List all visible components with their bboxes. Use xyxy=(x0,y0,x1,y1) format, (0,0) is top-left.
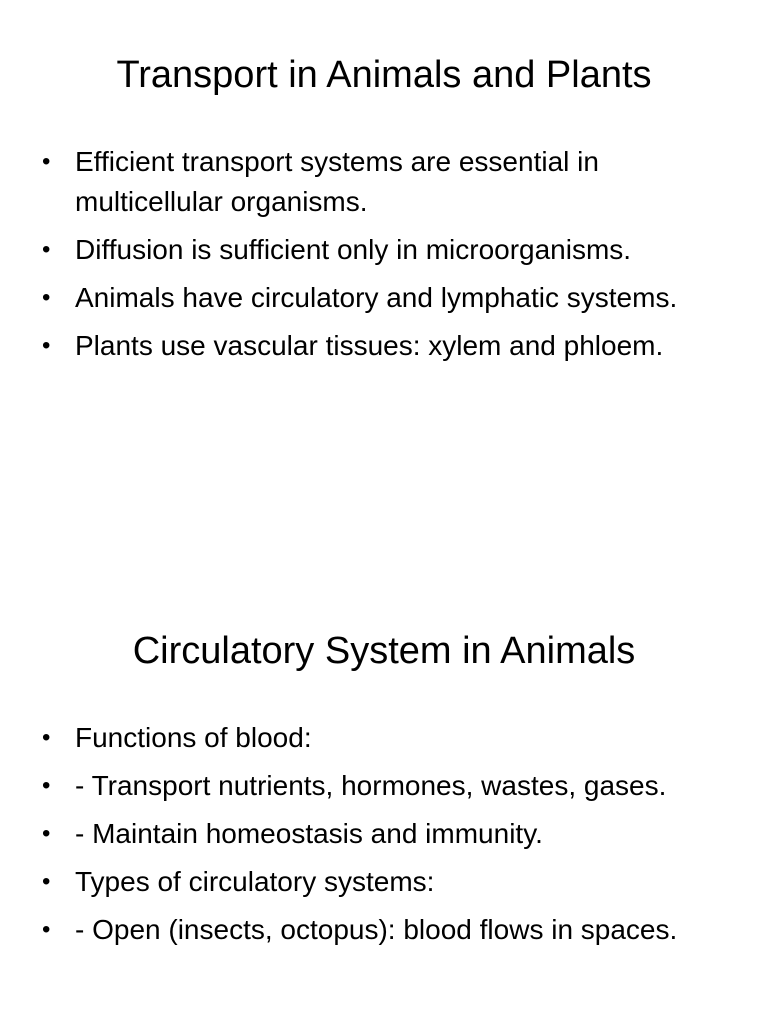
bullet-item xyxy=(0,142,768,222)
bullet-icon: • xyxy=(42,724,51,751)
slide-title: Transport in Animals and Plants xyxy=(116,54,652,96)
bullet-icon: • xyxy=(42,332,51,359)
bullet-item xyxy=(0,326,768,366)
bullet-text: - Maintain homeostasis and immunity. xyxy=(75,818,543,849)
bullet-item xyxy=(0,910,768,950)
bullet-item xyxy=(0,766,768,806)
bullet-item xyxy=(0,862,768,902)
bullet-icon: • xyxy=(42,820,51,847)
bullet-list xyxy=(0,142,768,374)
bullet-icon: • xyxy=(42,772,51,799)
bullet-icon: • xyxy=(42,148,51,175)
bullet-list xyxy=(0,718,768,958)
bullet-icon: • xyxy=(42,916,51,943)
bullet-item xyxy=(0,230,768,270)
bullet-text: Types of circulatory systems: xyxy=(75,866,435,897)
bullet-item xyxy=(0,278,768,318)
bullet-text: - Transport nutrients, hormones, wastes, gases. xyxy=(75,770,667,801)
slide-2 xyxy=(0,576,768,1024)
bullet-text: Animals have circulatory and lymphatic systems. xyxy=(75,282,678,313)
bullet-item xyxy=(0,718,768,758)
bullet-text: Plants use vascular tissues: xylem and phloem. xyxy=(75,330,664,361)
bullet-icon: • xyxy=(42,236,51,263)
bullet-item xyxy=(0,814,768,854)
bullet-icon: • xyxy=(42,868,51,895)
bullet-text: Functions of blood: xyxy=(75,722,312,753)
bullet-text: Diffusion is sufficient only in microorganisms. xyxy=(75,234,632,265)
bullet-text: - Open (insects, octopus): blood flows in spaces. xyxy=(75,914,678,945)
bullet-text: Efficient transport systems are essential in multicellular organisms. xyxy=(75,146,599,217)
bullet-icon: • xyxy=(42,284,51,311)
slide-title: Circulatory System in Animals xyxy=(132,630,636,672)
